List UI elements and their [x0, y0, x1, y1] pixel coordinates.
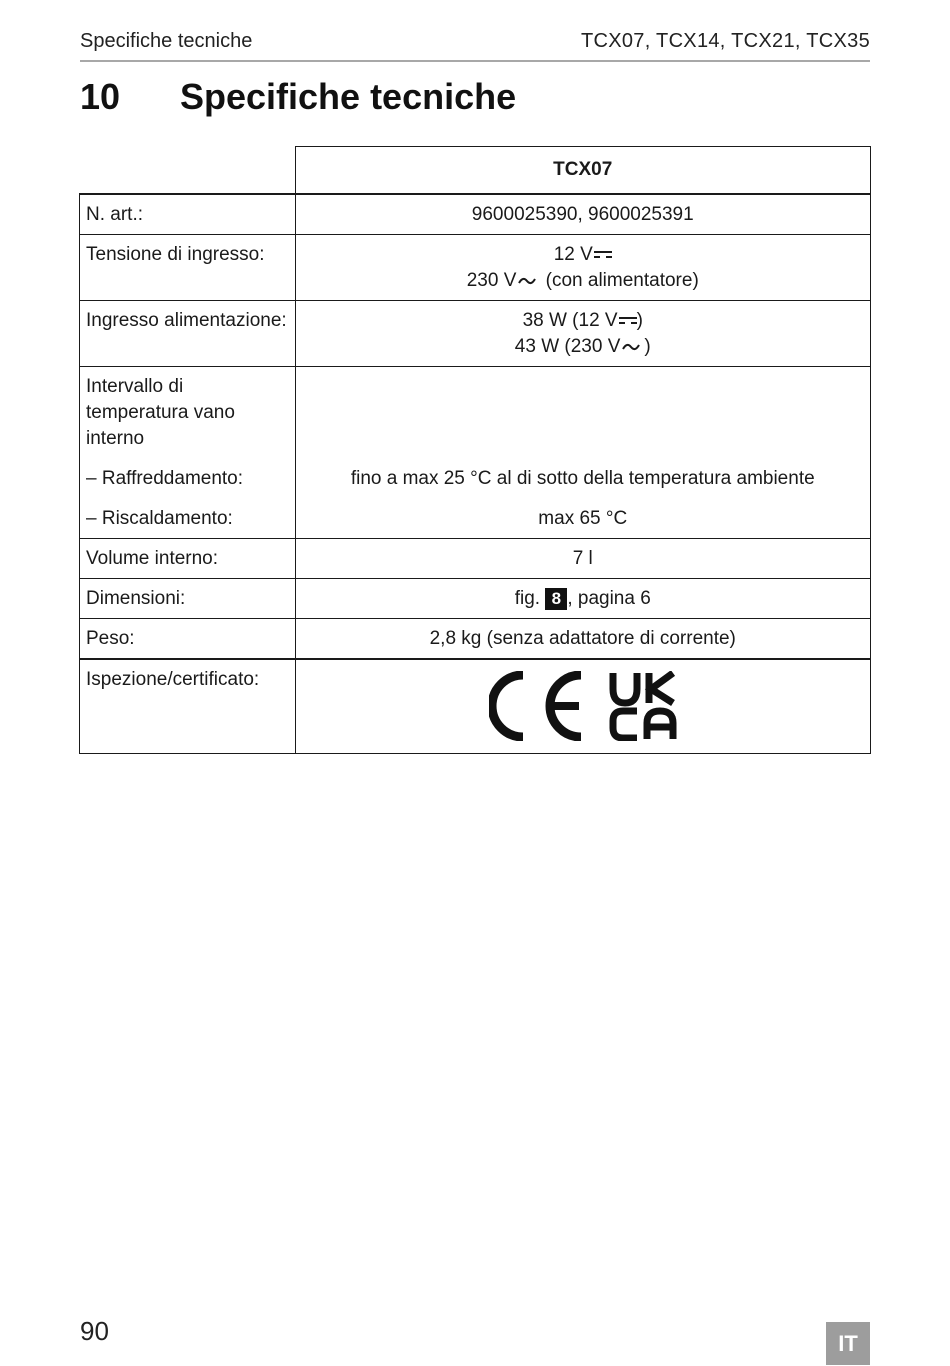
temperature-label-cell [80, 367, 296, 539]
voltage-ac-text: 230 V [466, 270, 517, 292]
table-row [80, 367, 871, 539]
header-section-title: Specifiche tecniche [80, 30, 253, 52]
header-blank-cell [80, 147, 296, 195]
header-model-list: TCX07, TCX14, TCX21, TCX35 [580, 30, 870, 52]
article-value: 9600025390, 9600025391 [295, 194, 871, 235]
heating-label: – Riscaldamento: [86, 508, 233, 529]
power-ac-suffix: ) [644, 336, 651, 358]
table-row [80, 619, 871, 660]
cooling-value: fino a max 25 °C al di sotto della temperatura ambiente [350, 468, 815, 489]
table-row [80, 235, 871, 301]
weight-value: 2,8 kg (senza adattatore di corrente) [295, 619, 871, 660]
power-ac-prefix: 43 W (230 V [514, 336, 621, 358]
ukca-mark-icon [609, 671, 677, 741]
chapter-number: 10 [80, 76, 121, 117]
voltage-ac-note: (con alimentatore) [545, 270, 699, 292]
voltage-label: Tensione di ingresso: [80, 235, 296, 301]
weight-label: Peso: [80, 619, 296, 660]
dc-symbol-icon [619, 316, 637, 326]
table-row [80, 194, 871, 235]
page-header [80, 30, 870, 62]
language-badge: IT [826, 1322, 870, 1365]
figure-reference-badge[interactable]: 8 [545, 588, 567, 610]
power-label: Ingresso alimentazione: [80, 301, 296, 367]
power-dc-prefix: 38 W (12 V [522, 310, 618, 331]
article-label: N. art.: [80, 194, 296, 235]
voltage-value [295, 235, 871, 301]
table-row [80, 539, 871, 579]
certification-value [295, 659, 871, 754]
volume-label: Volume interno: [80, 539, 296, 579]
ce-mark-icon [489, 671, 591, 741]
table-header-row [80, 147, 871, 195]
cooling-label: – Raffreddamento: [86, 468, 244, 489]
power-value [295, 301, 871, 367]
temperature-value-cell [295, 367, 871, 539]
ac-symbol-icon [622, 334, 640, 360]
power-dc-suffix: ) [636, 310, 643, 331]
dimensions-value [295, 579, 871, 619]
voltage-dc-text: 12 V [553, 244, 593, 265]
chapter-title: Specifiche tecniche [180, 76, 517, 117]
table-row [80, 579, 871, 619]
certification-marks [302, 671, 865, 741]
dimensions-suffix: , pagina 6 [567, 588, 651, 609]
spec-table [79, 146, 871, 754]
page-number: 90 [80, 1316, 109, 1346]
dc-symbol-icon [594, 250, 612, 260]
temperature-label: Intervallo di temperatura vano interno [86, 376, 235, 449]
dimensions-prefix: fig. [514, 588, 541, 609]
dimensions-label: Dimensioni: [80, 579, 296, 619]
certification-label: Ispezione/certificato: [80, 659, 296, 754]
table-row [80, 301, 871, 367]
table-row [80, 659, 871, 754]
ac-symbol-icon [518, 268, 536, 294]
heating-value: max 65 °C [538, 508, 628, 529]
model-header: TCX07 [295, 147, 871, 195]
volume-value: 7 l [295, 539, 871, 579]
